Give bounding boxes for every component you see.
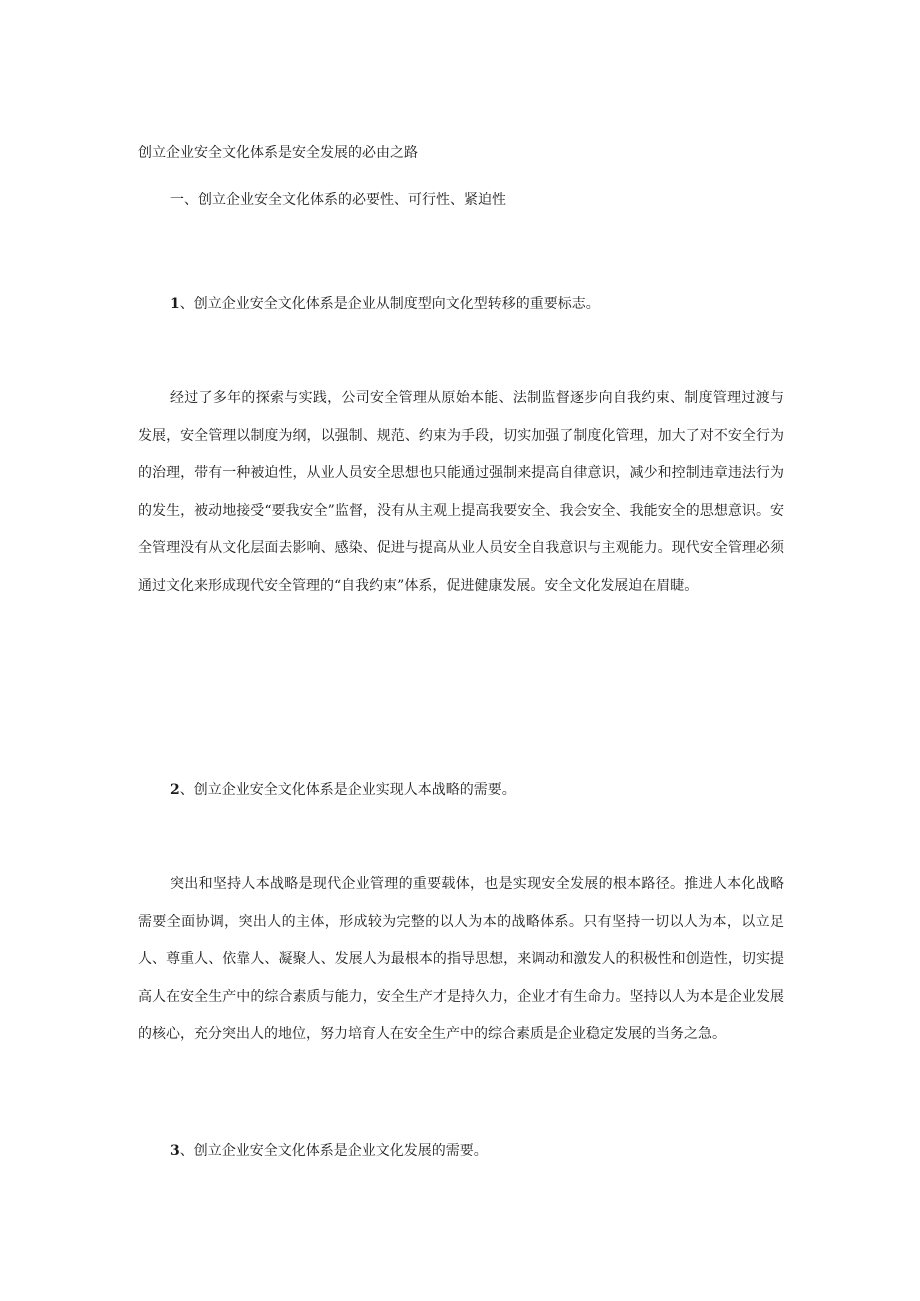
- subsection-heading-1: [170, 294, 600, 314]
- paragraph-1: 经过了多年的探索与实践，公司安全管理从原始本能、法制监督逐步向自我约束、制度管理过渡与发展，安全管理以制度为纲，以强制、规范、约束为手段，切实加强了制度化管理，加大了对不安全行为的治理，带有一种被迫性，从业人员安全思想也只能通过强制来提高自律意识，减少和控制违章违法行为的发生，被动地接受“要我安全”监督，没有从主观上提高我要安全、我会安全、我能安全的思想意识。安全管理没有从文化层面去影响、感染、促进与提高从业人员安全自我意识与主观能力。现代安全管理必须通过文化来形成现代安全管理的“自我约束”体系，促进健康发展。安全文化发展迫在眉睫。: [138, 390, 784, 594]
- subsection-heading-text-3: 、创立企业安全文化体系是企业文化发展的需要。: [179, 1143, 488, 1159]
- subsection-number-1: 1: [170, 296, 180, 312]
- subsection-number-2: 2: [170, 782, 180, 798]
- subsection-heading-text-1: 、创立企业安全文化体系是企业从制度型向文化型转移的重要标志。: [179, 296, 600, 312]
- section-heading: 一、创立企业安全文化体系的必要性、可行性、紧迫性: [170, 192, 506, 208]
- subsection-heading-3: [170, 1141, 488, 1161]
- subsection-heading-text-2: 、创立企业安全文化体系是企业实现人本战略的需要。: [179, 782, 516, 798]
- subsection-heading-2: [170, 780, 516, 800]
- document-title: 创立企业安全文化体系是安全发展的必由之路: [138, 145, 418, 161]
- paragraph-2: 突出和坚持人本战略是现代企业管理的重要载体，也是实现安全发展的根本路径。推进人本化战略需要全面协调，突出人的主体，形成较为完整的以人为本的战略体系。只有坚持一切以人为本，以立足人、尊重人、依靠人、凝聚人、发展人为最根本的指导思想，来调动和激发人的积极性和创造性，切实提高人在安全生产中的综合素质与能力，安全生产才是持久力，企业才有生命力。坚持以人为本是企业发展的核心，充分突出人的地位，努力培育人在安全生产中的综合素质是企业稳定发展的当务之急。: [138, 876, 784, 1042]
- subsection-number-3: 3: [170, 1143, 180, 1159]
